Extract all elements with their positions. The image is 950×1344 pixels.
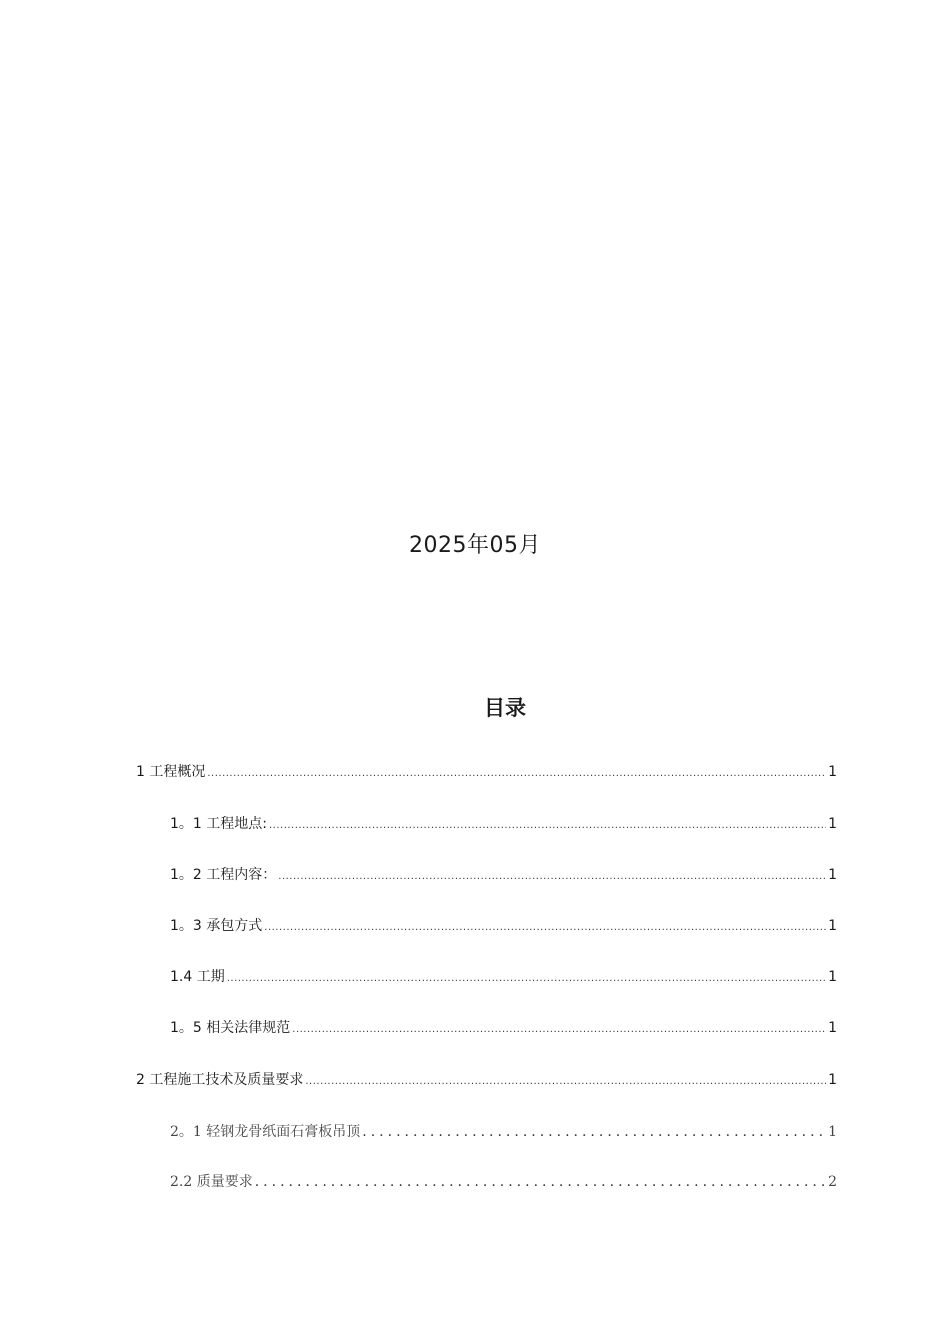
toc-entry-number: 2.2: [170, 1174, 197, 1190]
toc-entry-number: 1。1: [170, 816, 207, 832]
toc-entry-number: 2。1: [170, 1124, 207, 1140]
toc-entry-title: 工程施工技术及质量要求: [149, 1072, 304, 1088]
toc-entry-page: 1: [828, 816, 837, 832]
toc-entry-number: 1。2: [170, 867, 207, 883]
toc-title: 目录: [484, 696, 526, 720]
toc-entry-page: 1: [828, 1124, 837, 1140]
toc-entry-page: 1: [828, 969, 837, 985]
toc-entry-number: 2: [136, 1072, 150, 1088]
toc-leader-dots: [227, 969, 826, 989]
toc-leader-dots: [278, 867, 826, 887]
toc-leader-dots: [264, 918, 826, 938]
toc-entry-title: 承包方式: [206, 918, 263, 934]
toc-leader-dots: [292, 1020, 826, 1040]
toc-entry-number: 1.4: [170, 969, 197, 985]
toc-leader-dots: [255, 1172, 826, 1192]
toc-entry-page: 1: [828, 918, 837, 934]
toc-entry-1[interactable]: [136, 762, 837, 782]
toc-entry-title: 工程地点:: [206, 816, 267, 832]
toc-entry-1-3[interactable]: [170, 916, 837, 936]
toc-entry-2[interactable]: [136, 1070, 837, 1090]
toc-entry-title: 工程内容：: [206, 867, 277, 883]
cover-date: 2025年05月: [409, 533, 541, 558]
toc-entry-number: 1。3: [170, 918, 207, 934]
toc-leader-dots: [362, 1122, 826, 1142]
toc-entry-1-5[interactable]: [170, 1018, 837, 1038]
toc-entry-2-1[interactable]: [170, 1122, 837, 1142]
toc-entry-1-1[interactable]: [170, 814, 837, 834]
toc-entry-1-2[interactable]: [170, 865, 837, 885]
toc-entry-number: 1。5: [170, 1020, 207, 1036]
toc-leader-dots: [305, 1072, 826, 1092]
toc-entry-title: 轻钢龙骨纸面石膏板吊顶: [206, 1124, 361, 1140]
toc-leader-dots: [269, 816, 826, 836]
toc-entry-title: 工程概况: [149, 764, 206, 780]
toc-entry-1-4[interactable]: [170, 967, 837, 987]
toc-entry-title: 相关法律规范: [206, 1020, 291, 1036]
toc-entry-page: 1: [828, 1020, 837, 1036]
toc-entry-page: 1: [828, 764, 837, 780]
toc-entry-page: 1: [828, 1072, 837, 1088]
toc-entry-page: 1: [828, 867, 837, 883]
toc-entry-number: 1: [136, 764, 150, 780]
toc-entry-title: 质量要求: [196, 1174, 253, 1190]
toc-entry-title: 工期: [196, 969, 225, 985]
toc-entry-page: 2: [828, 1174, 837, 1190]
toc-leader-dots: [207, 764, 826, 784]
toc-entry-2-2[interactable]: [170, 1172, 837, 1192]
